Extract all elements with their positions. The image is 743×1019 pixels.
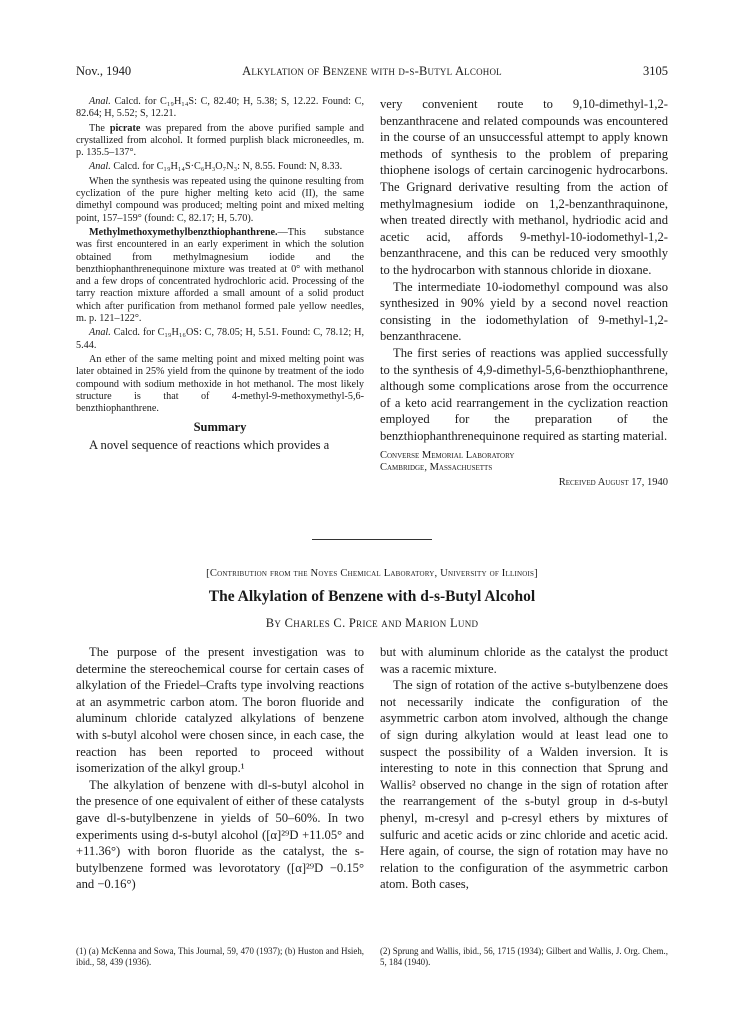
analysis-paragraph: Anal. Calcd. for C₁₉H₁₆OS: C, 78.05; H, 5.51. Found: C, 78.12; H, 5.44. [76,327,364,351]
running-head [76,64,668,82]
left-column-body [76,644,364,893]
racemic-paragraph: but with aluminum chloride as the catalyst the product was a racemic mixture. [380,645,668,676]
right-column-top [380,96,668,492]
alkylation-paragraph: The alkylation of benzene with dl-s-butyl alcohol in the presence of one equivalent of either of these catalysts gave dl-s-butylbenzene in yields of 50–60%. In two experiments using d-s-butyl alcohol ([α]²⁹D +11.05° and +11.36°) with boron fluoride as the catalyst, the s-butylbenzene formed was levorotatory ([α]²⁹D −0.15° and −0.16°) [76,777,364,892]
intro-paragraph: The purpose of the present investigation was to determine the stereochemical course for certain cases of alkylation of the Friedel–Crafts type involving reactions at an asymmetric carbon atom. The boron fluoride and aluminum chloride catalyzed alkylations of benzene with s-butyl alcohol were chosen since, in each case, the reaction has been reported to proceed without isomerization of the alkyl group.¹ [76,645,364,776]
header-title: Alkylation of Benzene with d-s-Butyl Alcohol [242,64,502,78]
summary-heading: Summary [193,420,247,435]
journal-page [76,64,668,967]
methylmethoxy-paragraph: Methylmethoxymethylbenzthiophanthrene.—This substance was first encountered in an early experiment in which the solution obtained from methylmagnesium iodide and the benzthiophanthrenequinone mixture was treated at 0° with methanol and a few drops of concentrated hydrochloric acid. Processing of the tarry reaction mixture afforded a small amount of a solid product which after purification from methanol formed pale yellow needles, m. p. 121–122°. [76,226,364,325]
summary-text: A novel sequence of reactions which provides a [89,437,330,452]
footnote-1: (1) (a) McKenna and Sowa, This Journal, 59, 470 (1937); (b) Huston and Hsieh, ibid., 58, 439 (1936). [76,946,364,967]
rotation-paragraph: The sign of rotation of the active s-butylbenzene does not necessarily indicate the configuration of the asymmetric carbon atom involved, although the change of sign during alkylation would at least lead one to suspect the possibility of a Walden inversion. It is interesting to note in this connection that Sprung and Wallis² observed no change in the sign of rotation after the rearrangement of the s-butyl group in d-s-butyl phenyl, m-cresyl and p-cresyl ethers by mixtures of sulfuric and acetic acids or zinc chloride and acetic acid. Here again, of course, the sign of rotation may have no relation to the configuration of the asymmetric carbon atom. Both cases, [380,678,668,892]
summary-paragraph-3: The first series of reactions was applied successfully to the synthesis of 4,9-dimethyl-5,6-benzthiophanthrene, although some complications arose from the occurrence of a keto acid rearrangement in the cyclization reaction employed for the preparation of the benzthiophanthrenequinone required as starting material. [380,345,668,443]
analysis-paragraph: Anal. Calcd. for C₁₉H₁₄S: C, 82.40; H, 5.38; S, 12.22. Found: C, 82.64; H, 5.52; S, 12.21. [76,96,364,120]
left-column-top [76,96,364,453]
article-authors: By Charles C. Price and Marion Lund [265,616,479,630]
picrate-paragraph: The picrate was prepared from the above purified sample and crystallized from alcohol. It formed purplish black microneedles, m. p. 135.5–137°. [76,122,364,159]
ether-paragraph: An ether of the same melting point and mixed melting point was later obtained in 25% yield from the quinone by treatment of the iodo compound with sodium methoxide in hot methanol. The most likely structure is that of 4-methyl-9-methoxymethyl-5,6-benzthiophanthrene. [76,353,364,415]
header-date: Nov., 1940 [76,64,132,78]
summary-paragraph-2: The intermediate 10-iodomethyl compound was also synthesized in 90% yield by a second novel reaction consisting in the iodomethylation of 9-methyl-1,2-benzanthracene. [380,279,668,344]
synthesis-repeat-paragraph: When the synthesis was repeated using the quinone resulting from cyclization of the pure higher melting keto acid (II), the same dimethyl compound was produced; melting point and mixed melting point, 157–159° (found: C, 82.17; H, 5.70). [76,175,364,224]
lab-name: Converse Memorial Laboratory [380,450,515,462]
article-title: The Alkylation of Benzene with d-s-Butyl Alcohol [208,588,536,605]
lab-city: Cambridge, Massachusetts [380,462,493,474]
contribution-line: [Contribution from the Noyes Chemical Laboratory, University of Illinois] [206,568,538,579]
summary-continuation: very convenient route to 9,10-dimethyl-1,2-benzanthracene and related compounds was encountered in the course of an unsuccessful attempt to apply known methods of synthesis to the problem of preparing thiophene isologs of certain carcinogenic hydrocarbons. The Grignard derivative resulting from the action of methylmagnesium iodide on 1,2-benzanthraquinone, when treated directly with methanol, hydriodic acid and acetic acid, affords 9-methyl-10-iodomethyl-1,2-benzanthracene, and this can be reduced very smoothly to the hydrocarbon with stannous chloride in dioxane. [380,97,668,277]
page-number: 3105 [643,64,668,78]
right-column-body [380,644,668,893]
footnote-2: (2) Sprung and Wallis, ibid., 56, 1715 (1934); Gilbert and Wallis, J. Org. Chem., 5, 184 (1940). [380,946,668,967]
section-divider [312,539,432,540]
analysis-paragraph: Anal. Calcd. for C₁₉H₁₄S·C₆H₃O₇N₃: N, 8.55. Found: N, 8.33. [89,161,343,173]
received-date: Received August 17, 1940 [558,477,668,489]
